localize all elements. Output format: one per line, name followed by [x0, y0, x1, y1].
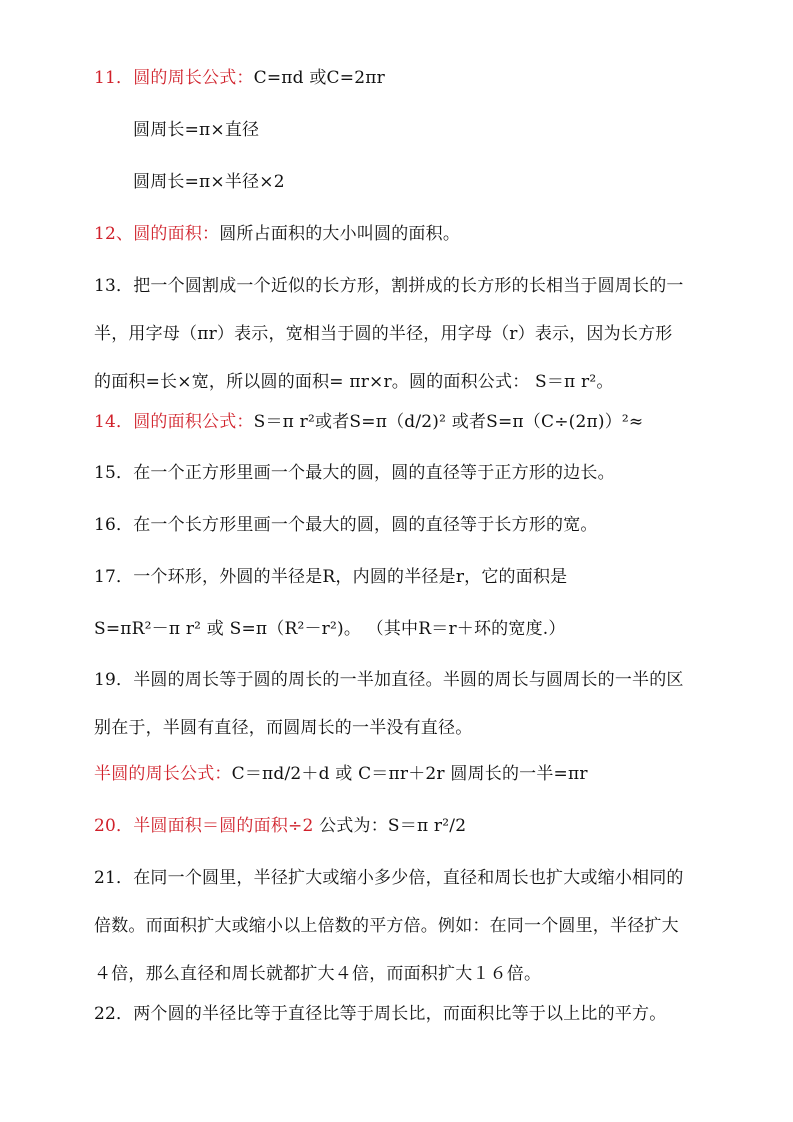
item-13-line-1: 13．把一个圆割成一个近似的长方形，割拼成的长方形的长相当于圆周长的一 [94, 276, 684, 296]
item-14-area-formula [94, 410, 744, 434]
circumference-diameter-formula: 圆周长=π×直径 [133, 120, 260, 140]
item-12-area [94, 222, 744, 246]
circumference-radius-formula: 圆周长=π×半径×2 [133, 172, 285, 192]
item-20-text: 公式为：S＝π r²/2 [313, 816, 467, 836]
ring-area-formula: S=πR²－π r² 或 S=π（R²－r²)。 （其中R＝r＋环的宽度.） [94, 619, 566, 639]
item-17-text: 17．一个环形，外圆的半径是R，内圆的半径是r，它的面积是 [94, 567, 568, 587]
item-20-heading: 20．半圆面积＝圆的面积÷2 [94, 816, 314, 836]
item-13-paragraph [94, 262, 744, 406]
item-21-line-2: 倍数。而面积扩大或缩小以上倍数的平方倍。例如：在同一个圆里，半径扩大 [94, 916, 679, 936]
item-21-line-3: ４倍，那么直径和周长就都扩大４倍，而面积扩大１６倍。 [94, 964, 542, 984]
item-12-text: 圆所占面积的大小叫圆的面积。 [219, 224, 461, 244]
item-22-text: 22．两个圆的半径比等于直径比等于周长比，而面积比等于以上比的平方。 [94, 1004, 667, 1024]
item-20-semicircle-area [94, 814, 744, 838]
item-11-text: C=πd 或C=2πr [253, 68, 385, 88]
item-13-line-3: 的面积=长×宽，所以圆的面积= πr×r。圆的面积公式： S＝π r²。 [94, 372, 614, 392]
item-19-line-1: 19．半圆的周长等于圆的周长的一半加直径。半圆的周长与圆周长的一半的区 [94, 670, 684, 690]
item-14-heading: 14．圆的面积公式： [94, 412, 254, 432]
item-16-text: 16．在一个长方形里画一个最大的圆，圆的直径等于长方形的宽。 [94, 515, 598, 535]
item-21-paragraph [94, 854, 744, 998]
item-19-line-2: 别在于，半圆有直径，而圆周长的一半没有直径。 [94, 718, 473, 738]
item-11-formula [94, 66, 744, 90]
item-15-text: 15．在一个正方形里画一个最大的圆，圆的直径等于正方形的边长。 [94, 463, 615, 483]
item-12-heading: 12、圆的面积： [94, 224, 220, 244]
item-13-line-2: 半，用字母（πr）表示，宽相当于圆的半径，用字母（r）表示，因为长方形 [94, 324, 673, 344]
item-14-text: S＝π r²或者S=π（d/2)² 或者S=π（C÷(2π)）²≈ [253, 412, 644, 432]
semicircle-text: C＝πd/2＋d 或 C＝πr＋2r 圆周长的一半=πr [231, 764, 588, 784]
item-19-paragraph [94, 656, 744, 752]
item-21-line-1: 21．在同一个圆里，半径扩大或缩小多少倍，直径和周长也扩大或缩小相同的 [94, 868, 684, 888]
semicircle-perimeter-formula [94, 762, 744, 786]
semicircle-heading: 半圆的周长公式： [94, 764, 232, 784]
item-11-heading: 11．圆的周长公式： [94, 68, 254, 88]
